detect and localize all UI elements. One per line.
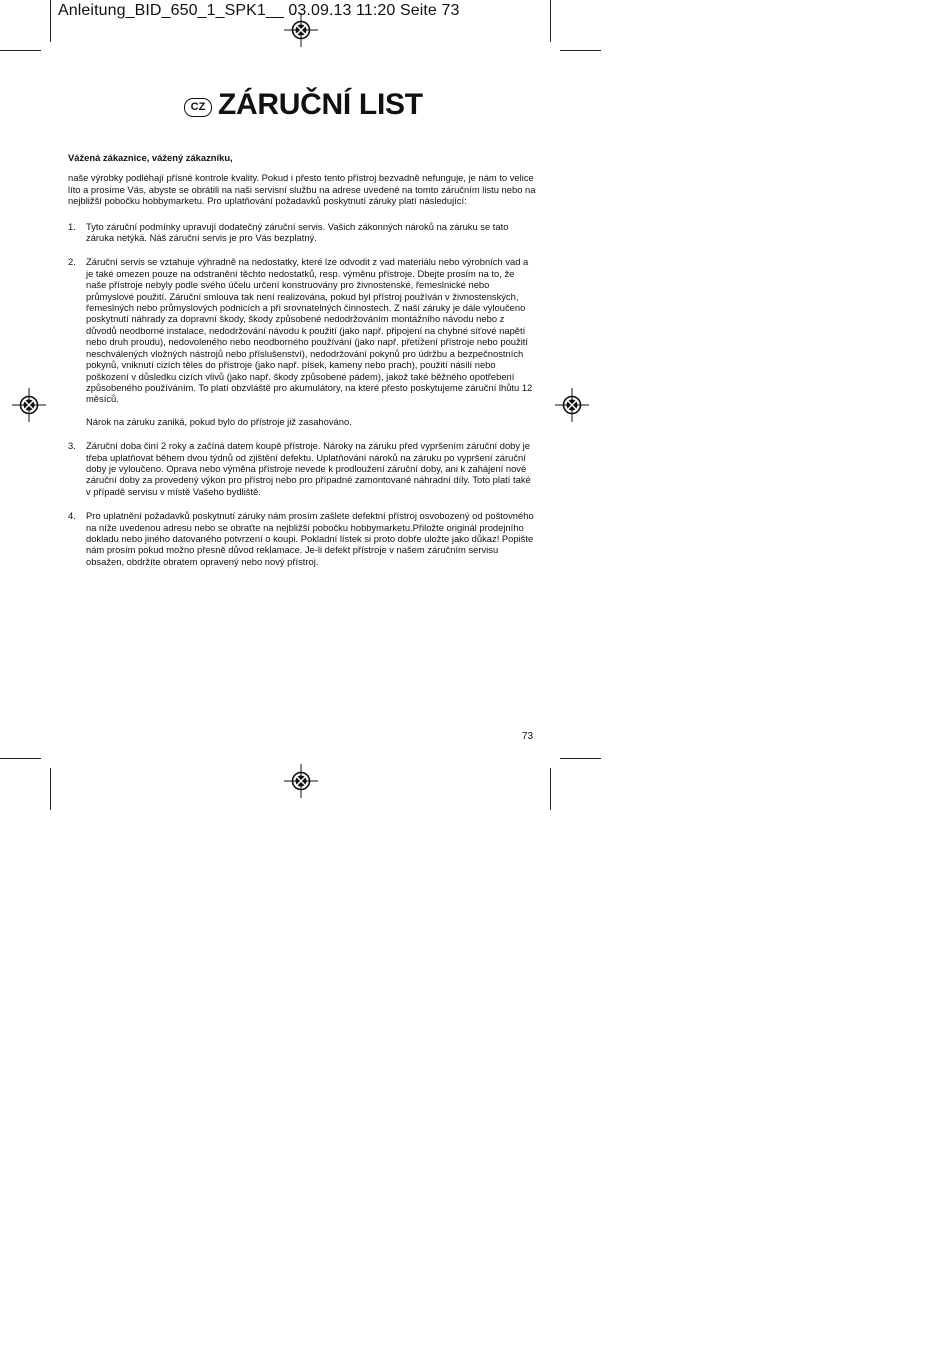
crop-mark-bottom-right-vertical: [550, 768, 551, 810]
intro-paragraph: naše výrobky podléhají přísné kontrole kvality. Pokud i přesto tento přístroj bezvadně nefunguje, je nám to velice líto a prosíme Vás, abyste se obrátili na naši servisní službu na adrese uvedené na tomto záručním listu nebo na nejbližší pobočku hobbymarketu. Pro uplatňování požadavků poskytnutí záruky platí následující:: [68, 172, 536, 207]
item-text: Pro uplatnění požadavků poskytnutí záruky nám prosím zašlete defektní přístroj osvobozený od poštovného na níže uvedenou adresu nebo se obraťte na nejbližší pobočku hobbymarketu.Přiložte originál prodejního dokladu nebo jiného datovaného potvrzení o koupi. Pokladní lístek si proto dobře uložte jako důkaz! Popište nám prosím pokud možno přesně důvod reklamace. Je-li defekt přístroje v našem záručním servisu obsažen, obdržíte obratem opravený nebo nový přístroj.: [86, 510, 534, 567]
warranty-item: [68, 221, 536, 244]
crop-mark-top-left-horizontal: [0, 50, 41, 51]
registration-mark-top: [284, 13, 318, 47]
page-title: ZÁRUČNÍ LIST: [218, 88, 423, 121]
item-number: 2.: [68, 256, 76, 268]
warranty-item: [68, 510, 536, 567]
language-badge: CZ: [184, 98, 212, 117]
registration-mark-bottom: [284, 764, 318, 798]
item-body: [86, 510, 536, 567]
item-number: 4.: [68, 510, 76, 522]
item-body: [86, 440, 536, 497]
item-number: 3.: [68, 440, 76, 452]
greeting: Vážená zákaznice, vážený zákazníku,: [68, 152, 233, 163]
registration-mark-left: [12, 388, 46, 422]
crop-mark-top-left-vertical: [50, 0, 51, 42]
warranty-item: [68, 256, 536, 427]
crop-mark-bottom-left-vertical: [50, 768, 51, 810]
registration-mark-right: [555, 388, 589, 422]
item-text: Tyto záruční podmínky upravují dodatečný záruční servis. Vašich zákonných nároků na záruku se tato záruka netýká. Náš záruční servis je pro Vás bezplatný.: [86, 220, 509, 244]
crop-mark-bottom-right-horizontal: [560, 758, 601, 759]
crop-mark-bottom-left-horizontal: [0, 758, 41, 759]
page-number: 73: [522, 731, 534, 742]
item-text: Záruční doba činí 2 roky a začíná datem koupě přístroje. Nároky na záruku před vypršením záruční doby je třeba uplatňovat během dvou týdnů od zjištění defektu. Uplatňování nároků na záruku po vypršení záruční doby je vyloučeno. Oprava nebo výměna přístroje nevede k prodloužení záruční doby, ani k zahájení nové záruční doby za provedený výkon pro přístroj nebo pro případné zamontované náhradní díly. Toto platí také v případě servisu v místě Vašeho bydliště.: [86, 440, 531, 497]
item-body: [86, 256, 536, 427]
warranty-text: [68, 152, 536, 580]
warranty-item: [68, 440, 536, 497]
item-number: 1.: [68, 220, 76, 232]
crop-mark-top-right-vertical: [550, 0, 551, 42]
item-body: [86, 221, 536, 244]
crop-mark-top-right-horizontal: [560, 50, 601, 51]
item-subtext: Nárok na záruku zaniká, pokud bylo do přístroje již zasahováno.: [86, 415, 352, 427]
print-header-info: Anleitung_BID_650_1_SPK1__ 03.09.13 11:20 Seite 73: [58, 2, 460, 19]
page-title-block: [184, 88, 423, 122]
item-text: Záruční servis se vztahuje výhradně na nedostatky, které lze odvodit z vad materiálu nebo výrobních vad a je také omezen pouze na odstranění těchto nedostatků, resp. výměnu přístroje. Dbejte prosím na to, že naše přístroje nebyly podle svého účelu určení konstruovány pro živnostenské, řemeslnické nebo průmyslové použití. Záruční smlouva tak není realizována, pokud byl přístroj používán v živnostenských, řemeslných nebo průmyslových podnicích a při srovnatelných činnostech. Z naší záruky je dále vyloučeno poskytnutí náhrady za dopravní škody, škody způsobené nedodržováním montážního návodu nebo z důvodů neodborné instalace, nedodržování návodu k použití (jako např. připojení na chybné síťové napětí nebo druh proudu), nedovoleného nebo neodborného používání (jako např. přetížení přístroje nebo použití neschválených vložných nástrojů nebo příslušenství), nedodržování pokynů pro údržbu a bezpečnostních pokynů, vniknutí cizích těles do přístroje (jako např. písek, kameny nebo prach), použití násilí nebo poškození v důsledku cizích vlivů (jako např. škody způsobené pádem), jakož také běžného opotřebení způsobeného používáním. To platí obzvláště pro akumulátory, na které přesto poskytujeme záruční lhůtu 12 měsíců.: [86, 256, 533, 405]
